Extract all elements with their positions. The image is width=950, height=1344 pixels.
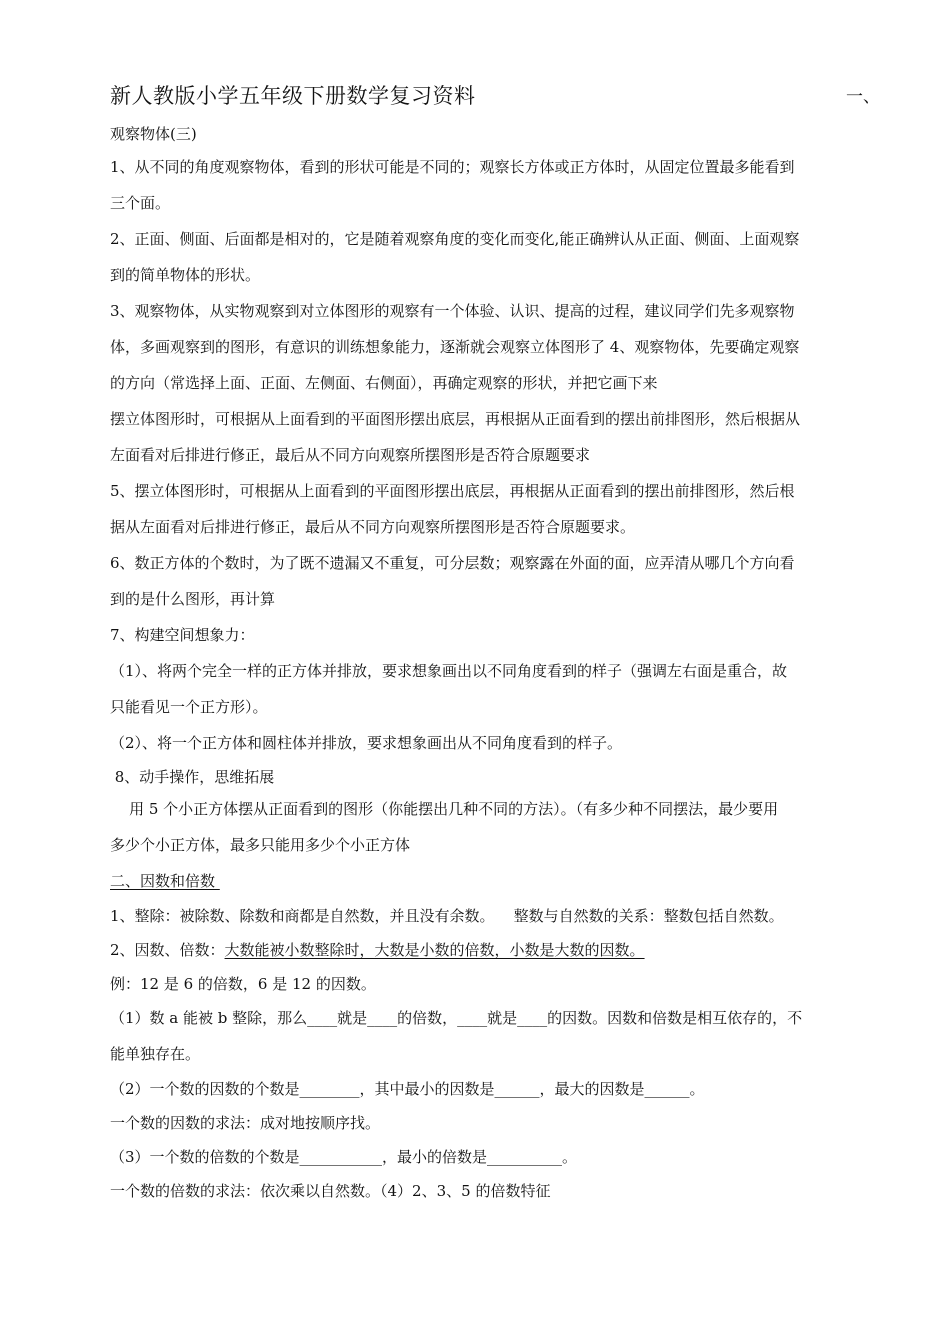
paragraph-line: 1、整除：被除数、除数和商都是自然数，并且没有余数。 整数与自然数的关系：整数包括自然数。	[110, 907, 784, 925]
paragraph-line: 到的简单物体的形状。	[110, 266, 261, 284]
paragraph-line	[110, 940, 885, 960]
paragraph-line: 8、动手操作，思维拓展	[110, 768, 275, 786]
paragraph-line: 5、摆立体图形时，可根据从上面看到的平面图形摆出底层，再根据从正面看到的摆出前排图形，然后根	[110, 482, 795, 500]
title-row	[110, 80, 880, 114]
paragraph-line: （1）数 a 能被 b 整除，那么____就是____的倍数，____就是____的因数。因数和倍数是相互依存的，不	[110, 1009, 803, 1027]
paragraph-line: 体，多画观察到的图形，有意识的训练想象能力，逐渐就会观察立体图形了 4、观察物体，先要确定观察	[110, 338, 800, 356]
paragraph-line: 能单独存在。	[110, 1045, 201, 1063]
document-title: 新人教版小学五年级下册数学复习资料	[110, 84, 476, 108]
paragraph-line: （2）、将一个正方体和圆柱体并排放，要求想象画出从不同角度看到的样子。	[110, 734, 623, 752]
definition-underlined: 大数能被小数整除时，大数是小数的倍数，小数是大数的因数。	[224, 941, 645, 959]
paragraph-line: 只能看见一个正方形）。	[110, 698, 268, 716]
paragraph-line: 据从左面看对后排进行修正，最后从不同方向观察所摆图形是否符合原题要求。	[110, 518, 636, 536]
paragraph-line: （1）、将两个完全一样的正方体并排放，要求想象画出以不同角度看到的样子（强调左右面是重合，故	[110, 662, 788, 680]
section-number: 一、	[846, 87, 880, 107]
paragraph-line: （3）一个数的倍数的个数是___________，最小的倍数是__________。	[110, 1148, 578, 1166]
paragraph-line: （2）一个数的因数的个数是________，其中最小的因数是______，最大的因数是______。	[110, 1080, 705, 1098]
paragraph-line: 三个面。	[110, 194, 171, 212]
paragraph-line: 一个数的倍数的求法：依次乘以自然数。（4）2、3、5 的倍数特征	[110, 1182, 551, 1200]
paragraph-line: 左面看对后排进行修正，最后从不同方向观察所摆图形是否符合原题要求	[110, 446, 591, 464]
paragraph-line: 2、正面、侧面、后面都是相对的，它是随着观察角度的变化而变化,能正确辨认从正面、侧面、上面观察	[110, 230, 800, 248]
paragraph-line: 摆立体图形时，可根据从上面看到的平面图形摆出底层，再根据从正面看到的摆出前排图形，然后根据从	[110, 410, 801, 428]
definition-label: 2、因数、倍数：	[110, 941, 225, 959]
paragraph-line: 1、从不同的角度观察物体，看到的形状可能是不同的；观察长方体或正方体时，从固定位置最多能看到	[110, 158, 795, 176]
paragraph-line: 多少个小正方体，最多只能用多少个小正方体	[110, 836, 411, 854]
paragraph-line: 3、观察物体，从实物观察到对立体图形的观察有一个体验、认识、提高的过程，建议同学们先多观察物	[110, 302, 795, 320]
paragraph-line: 6、数正方体的个数时，为了既不遗漏又不重复，可分层数；观察露在外面的面，应弄清从哪几个方向看	[110, 554, 795, 572]
paragraph-line: 的方向（常选择上面、正面、左侧面、右侧面），再确定观察的形状，并把它画下来	[110, 374, 658, 392]
paragraph-line: 用 5 个小正方体摆从正面看到的图形（你能摆出几种不同的方法）。（有多少种不同摆法，最少要用	[110, 800, 779, 818]
paragraph-line: 到的是什么图形，再计算	[110, 590, 276, 608]
paragraph-line: 例：12 是 6 的倍数，6 是 12 的因数。	[110, 975, 376, 993]
section-heading-factors-multiples: 二、因数和倍数	[110, 872, 220, 890]
paragraph-line: 一个数的因数的求法：成对地按顺序找。	[110, 1114, 381, 1132]
section-heading-observing-objects: 观察物体(三)	[110, 125, 197, 143]
paragraph-line: 7、构建空间想象力：	[110, 626, 255, 644]
